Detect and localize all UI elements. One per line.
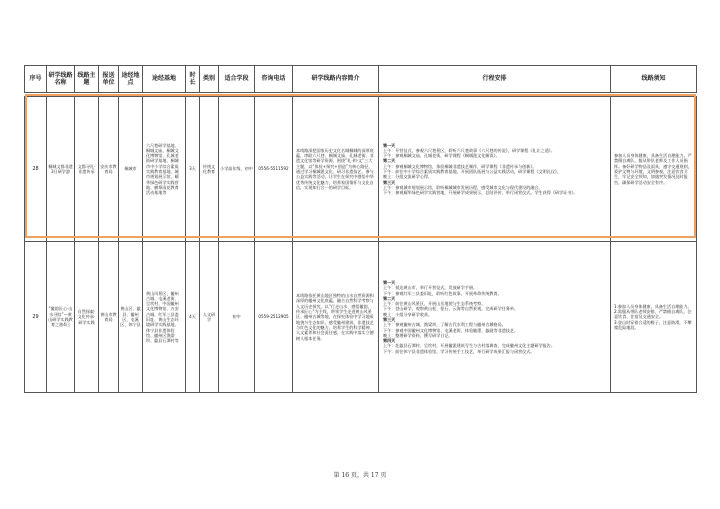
plan-day-title: 第四天 — [383, 338, 396, 344]
plan-line: 上午：参观桐城文化博物馆，体验桐城非遗技艺制作，研学课程《非遗传承与创新》。 — [383, 163, 537, 169]
header-notice: 线路须知 — [611, 66, 697, 93]
plan-day-title: 第一天 — [383, 279, 396, 285]
plan-line: 上午：抵达黄山市，举行开营仪式，发放研学手册。 — [383, 285, 478, 291]
cell-phone: 0559-2512905 — [255, 242, 293, 393]
cell-type: 人文研学 — [200, 242, 219, 393]
cell-no: 29 — [25, 242, 47, 393]
plan-day-title: 第三天 — [383, 179, 396, 185]
cell-intro: 本线路深挖国家历史文化名城桐城的深厚底蕴，串联六尺巷、桐城文庙、孔城老街、非遗文化馆等研学资源，围绕“礼·和·文”三大主题，以“体验+探究+创造”为核心路径，通过学习桐城派文化、研习非遗技艺、参与公益实践等活动，让学生在探究中感悟中华优秀传统文化魅力，培养家国情怀与文化自信，实现知行合一的研学目标。 — [293, 97, 379, 242]
plan-line: 下午：参观红军三县委旧址，聆听红色故事，开展革命传统教育。 — [383, 290, 502, 296]
cell-stage: 小学高年级、初中 — [219, 97, 255, 242]
plan-line: 下午：登山研学，观察黄山松、怪石、云海等自然景观，完成研学任务单。 — [383, 306, 519, 312]
cell-unit: 安庆市教育局 — [99, 97, 119, 242]
plan-line: 下午：前往中小学综合素质实践教育基地，开展团队拓展与公益实践活动，研学课程《文明礼仪》。 — [383, 169, 562, 174]
header-theme: 线路主题 — [75, 66, 99, 93]
cell-places: 黄山区、歙县、徽州区、屯溪区、休宁县 — [119, 242, 143, 393]
header-days: 时长 — [186, 66, 200, 93]
header-plan: 行程安排 — [379, 66, 611, 93]
cell-no: 28 — [25, 97, 47, 242]
header-type: 类别 — [200, 66, 219, 93]
cell-notice: 参加人员身体健康，具备生活自理能力。严禁擅自离队，服从带队老师及工作人员指挥。备好研学物品及雨具，遵守交通规则，爱护文物与环境，文明参观，注意饮食卫生，牢记安全须知，如遇突发情况及时报告，确保研学活动安全有序。 — [611, 97, 697, 242]
cell-plan — [379, 242, 611, 393]
table-row-29 — [25, 242, 697, 393]
plan-line: 下午：参观桐城文庙、孔城老街，研学课程《桐城派文化解读》。 — [383, 153, 500, 159]
header-base: 途经基地 — [143, 66, 186, 93]
cell-unit: 黄山市教育局 — [99, 242, 119, 393]
table-row-28 — [25, 97, 697, 242]
header-unit: 报送单位 — [99, 66, 119, 93]
header-row — [25, 66, 697, 93]
cell-intro: 本线路依托黄山地区独特的山水自然资源和深厚的徽州文化底蕴，融合自然科学考察与人文历史探究，以“行走山水、感悟徽韵、传承匠心”为主线，带领学生走进黄山风景区、徽州古城等地，在探究体验中学习地质地貌与生态知识，感受徽州建筑、非遗技艺与红色文化的魅力，培养学生的科学精神、人文素养和社会责任感，在实践中落实立德树人根本任务。 — [293, 242, 379, 393]
cell-notice: 1.参加人员身体健康，具备生活自理能力。 2.需服从带队老师安排，严禁擅自离队，注意饮食、住宿及交通安全。 3.登山时穿着合适的鞋子，注意防滑，不攀爬危险地段。 — [611, 242, 697, 393]
plan-day-title: 第二天 — [383, 295, 396, 301]
cell-days: 4天 — [186, 242, 200, 393]
cell-name: “徽韵匠心·山水寻踪”—黄山研学实践教育之旅4日 — [47, 242, 75, 393]
plan-line: 上午：参观城市规划展示馆，聆听桐城城市发展历程，感受城市文化与现代建设的融合。 — [383, 184, 543, 190]
cell-stage: 初中 — [219, 242, 255, 393]
header-name: 研学线路名称 — [47, 66, 75, 93]
plan-line: 晚上：小组分享研学收获。 — [383, 311, 433, 317]
cell-base: 六尺巷研学基地、桐城文庙、桐城文化博物馆、孔城老街研学基地、桐城市中小学综合素质实践教育基地、城市规划展示馆、耀华绿色研学实践营地、横埠雨花教育活动基地等 — [143, 97, 186, 242]
cell-days: 3天 — [186, 97, 200, 242]
route-table — [24, 65, 697, 393]
plan-day-title: 第三天 — [383, 317, 396, 322]
plan-line: 上午：赴歙县石潭村、呈坎村，开展徽派建筑写生与古村落调查，完成徽州文化主题研学报告。 — [383, 343, 555, 349]
plan-line: 上午：开营仪式，参观六尺巷景区，聆听六尺巷故事《六尺巷的传说》，研学课程《礼让之道》。 — [383, 147, 555, 153]
plan-day-title: 第二天 — [383, 158, 396, 164]
plan-line: 上午：参观徽州古城、渔梁坝，了解古代水利工程与徽州古城格局。 — [383, 322, 506, 328]
cell-name: 桐城文都非遗3日研学游 — [47, 97, 75, 242]
cell-type: 传统文化教育 — [200, 97, 219, 242]
page-footer: 第 16 页，共 17 页 — [333, 472, 387, 479]
header-phone: 咨询电话 — [255, 66, 293, 93]
plan-line: 下午：参观耀华绿色研学实践营地，开展研学成果展示，总结评价，举行闭营仪式，学生获得《研学证书》。 — [383, 190, 578, 196]
plan-line: 下午：参观中国徽州文化博物馆、屯溪老街，体验徽墨、歙砚等非遗技艺。 — [383, 327, 519, 333]
plan-line: 下午：前往休宁县非遗体验馆，学习传统手工技艺，举行研学成果汇报与闭营仪式。 — [383, 348, 535, 354]
header-stage: 适合学段 — [219, 66, 255, 93]
plan-line: 晚上：分组交流研学心得。 — [383, 174, 433, 180]
header-places: 途经地点 — [119, 66, 143, 93]
cell-base: 黄山风景区、徽州古城、屯溪老街、呈坎村、中国徽州文化博物馆、万安古城、红军三县委旧址、黄山生态环境研学实践基地、休宁县非遗体验馆、徽州区渔梁坝、歙县石潭村等 — [143, 242, 186, 393]
cell-theme: 文都寻礼·非遗传承 — [75, 97, 99, 242]
header-no: 序号 — [25, 66, 47, 93]
cell-plan — [379, 97, 611, 242]
cell-theme: 自然探索·文化传承·研学实践 — [75, 242, 99, 393]
plan-line: 晚上：整理研学资料，撰写研学日记。 — [383, 332, 453, 338]
plan-line: 上午：前往黄山风景区，开展山岳地貌与生态系统考察。 — [383, 301, 486, 307]
cell-places: 桐城市 — [119, 97, 143, 242]
plan-day-title: 第一天 — [383, 142, 396, 148]
cell-phone: 0556-5511592 — [255, 97, 293, 242]
header-intro: 研学线路内容简介 — [293, 66, 379, 93]
